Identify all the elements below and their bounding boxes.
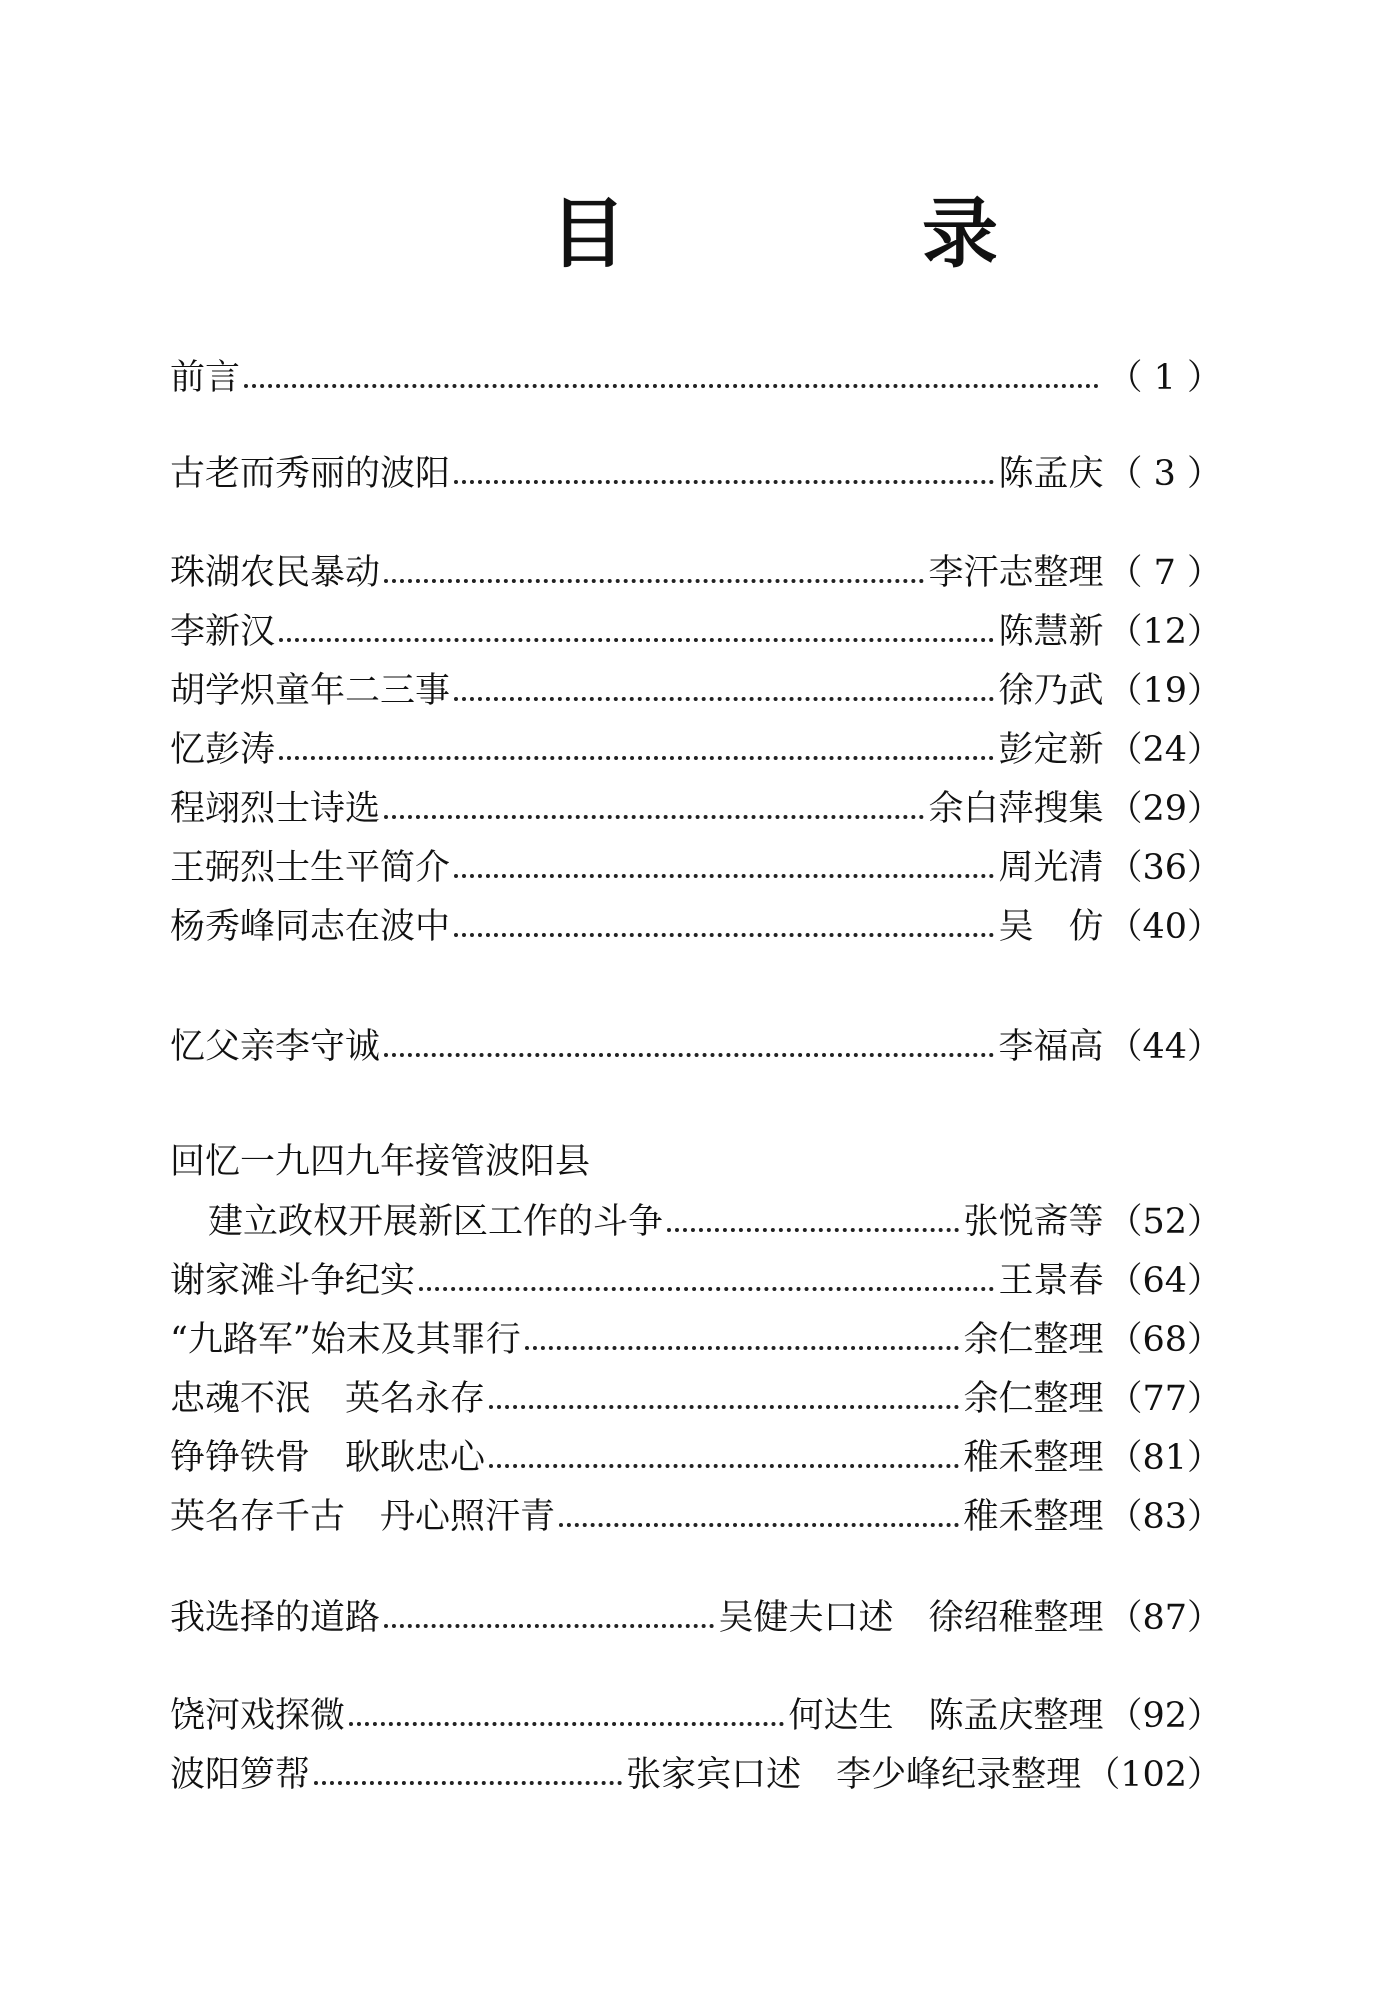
- leader-dots: [454, 480, 994, 484]
- entry-author: 余白萍搜集: [928, 789, 1104, 829]
- entry-author: 何达生 陈孟庆整理: [788, 1696, 1104, 1736]
- entry-author: 余仁整理: [963, 1379, 1104, 1419]
- toc-entry[interactable]: [170, 1377, 1222, 1421]
- leader-dots: [279, 638, 994, 642]
- toc-entry[interactable]: [170, 787, 1222, 831]
- entry-author: 李福高: [998, 1027, 1104, 1067]
- toc-entry[interactable]: [170, 1495, 1222, 1539]
- leader-dots: [489, 1464, 959, 1468]
- toc-entry[interactable]: [170, 356, 1222, 400]
- entry-title: 波阳箩帮: [170, 1755, 311, 1795]
- entry-page: （24）: [1107, 730, 1222, 770]
- entry-title: 李新汉: [170, 612, 276, 652]
- entry-author: 彭定新: [998, 730, 1104, 770]
- toc-entry[interactable]: [170, 1025, 1222, 1069]
- leader-dots: [525, 1346, 960, 1350]
- entry-title: 建立政权开展新区工作的斗争: [208, 1202, 664, 1242]
- leader-dots: [454, 933, 994, 937]
- entry-page: （102）: [1085, 1755, 1222, 1795]
- entry-title: 前言: [170, 358, 241, 398]
- entry-title: 铮铮铁骨 耿耿忠心: [170, 1438, 486, 1478]
- entry-author: 陈孟庆: [998, 454, 1104, 494]
- entry-author: 稚禾整理: [963, 1497, 1104, 1537]
- entry-page: （52）: [1107, 1202, 1222, 1242]
- entry-page: （83）: [1107, 1497, 1222, 1537]
- entry-title: 回忆一九四九年接管波阳县: [170, 1142, 591, 1182]
- leader-dots: [384, 579, 924, 583]
- entry-author: 吴健夫口述 徐绍稚整理: [718, 1598, 1104, 1638]
- entry-author: 余仁整理: [963, 1320, 1104, 1360]
- entry-page: （12）: [1107, 612, 1222, 652]
- entry-title: 程翊烈士诗选: [170, 789, 381, 829]
- entry-title: “九路军”始末及其罪行: [170, 1320, 521, 1360]
- entry-title: 我选择的道路: [170, 1598, 381, 1638]
- entry-author: 陈慧新: [998, 612, 1104, 652]
- leader-dots: [279, 756, 994, 760]
- entry-author: 张家宾口述 李少峰纪录整理: [626, 1755, 1082, 1795]
- entry-title: 英名存千古 丹心照汗青: [170, 1497, 556, 1537]
- toc-entry[interactable]: [170, 669, 1222, 713]
- entry-page: （77）: [1107, 1379, 1222, 1419]
- leader-dots: [489, 1405, 959, 1409]
- entry-title: 王弼烈士生平简介: [170, 848, 451, 888]
- page-title: 目 录: [550, 189, 1108, 278]
- entry-page: （68）: [1107, 1320, 1222, 1360]
- toc-entry[interactable]: [170, 551, 1222, 595]
- leader-dots: [349, 1722, 784, 1726]
- toc-entry[interactable]: [170, 846, 1222, 890]
- toc-entry[interactable]: [170, 1596, 1222, 1640]
- entry-page: （64）: [1107, 1261, 1222, 1301]
- toc-entry[interactable]: [170, 1318, 1222, 1362]
- leader-dots: [384, 1053, 994, 1057]
- entry-page: （44）: [1107, 1027, 1222, 1067]
- entry-page: （ 7 ）: [1107, 553, 1222, 593]
- entry-title: 珠湖农民暴动: [170, 553, 381, 593]
- entry-author: 稚禾整理: [963, 1438, 1104, 1478]
- entry-title: 谢家滩斗争纪实: [170, 1261, 416, 1301]
- toc-entry-heading[interactable]: [170, 1140, 1222, 1184]
- entry-title: 忆彭涛: [170, 730, 276, 770]
- entry-page: （ 1 ）: [1107, 358, 1222, 398]
- leader-dots: [454, 697, 994, 701]
- entry-title: 饶河戏探微: [170, 1696, 346, 1736]
- entry-page: （36）: [1107, 848, 1222, 888]
- entry-title: 古老而秀丽的波阳: [170, 454, 451, 494]
- leader-dots: [384, 1624, 714, 1628]
- entry-page: （29）: [1107, 789, 1222, 829]
- entry-author: 张悦斋等: [963, 1202, 1104, 1242]
- leader-dots: [667, 1228, 959, 1232]
- entry-title: 忠魂不泯 英名永存: [170, 1379, 486, 1419]
- entry-title: 忆父亲李守诚: [170, 1027, 381, 1067]
- entry-author: 吴 仿: [998, 907, 1104, 947]
- entry-page: （ 3 ）: [1107, 454, 1222, 494]
- leader-dots: [384, 815, 924, 819]
- toc-entry[interactable]: [170, 1753, 1222, 1797]
- leader-dots: [559, 1523, 959, 1527]
- toc-entry[interactable]: [208, 1200, 1222, 1244]
- leader-dots: [454, 874, 994, 878]
- leader-dots: [314, 1781, 622, 1785]
- toc-entry[interactable]: [170, 728, 1222, 772]
- toc-entry[interactable]: [170, 1436, 1222, 1480]
- leader-dots: [419, 1287, 994, 1291]
- toc-entry[interactable]: [170, 905, 1222, 949]
- entry-page: （40）: [1107, 907, 1222, 947]
- toc-entry[interactable]: [170, 1694, 1222, 1738]
- entry-page: （19）: [1107, 671, 1222, 711]
- leader-dots: [244, 384, 1099, 388]
- entry-page: （81）: [1107, 1438, 1222, 1478]
- entry-author: 王景春: [998, 1261, 1104, 1301]
- entry-title: 杨秀峰同志在波中: [170, 907, 451, 947]
- entry-title: 胡学炽童年二三事: [170, 671, 451, 711]
- entry-author: 周光清: [998, 848, 1104, 888]
- toc-entry[interactable]: [170, 610, 1222, 654]
- toc-entry[interactable]: [170, 452, 1222, 496]
- entry-page: （87）: [1107, 1598, 1222, 1638]
- entry-author: 李汗志整理: [928, 553, 1104, 593]
- entry-author: 徐乃武: [998, 671, 1104, 711]
- toc-entry[interactable]: [170, 1259, 1222, 1303]
- entry-page: （92）: [1107, 1696, 1222, 1736]
